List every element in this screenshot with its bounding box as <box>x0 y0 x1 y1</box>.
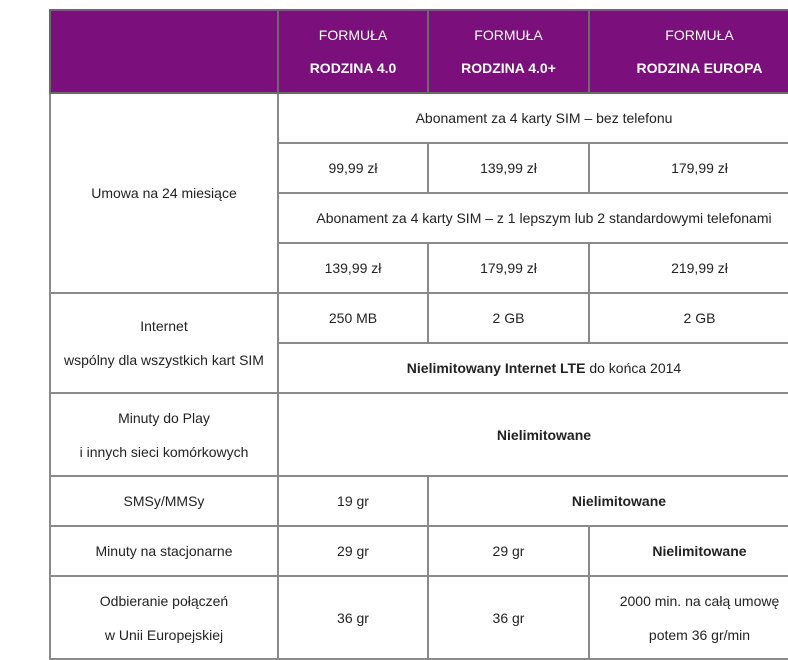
with-phone-title: Abonament za 4 karty SIM – z 1 lepszym lub 2 standardowymi telefonami <box>278 193 788 243</box>
minutes-play-label-line2: i innych sieci komórkowych <box>79 443 249 460</box>
landline-unlimited <box>589 526 788 576</box>
internet-label <box>50 293 278 393</box>
internet-value: 2 GB <box>428 293 589 343</box>
sms-unlimited <box>428 476 788 526</box>
eu-calls-label-line1: Odbieranie połączeń <box>99 592 229 609</box>
eu-calls-value-line2: potem 36 gr/min <box>648 626 751 643</box>
internet-label-line2: wspólny dla wszystkich kart SIM <box>64 352 264 368</box>
table-row <box>50 476 788 526</box>
lte-note-bold: Nielimitowany Internet LTE <box>406 360 586 376</box>
unlimited-text: Nielimitowane <box>496 426 592 443</box>
plan-name-line2: RODZINA EUROPA <box>636 60 763 76</box>
no-phone-title: Abonament za 4 karty SIM – bez telefonu <box>278 93 788 143</box>
sms-value: 19 gr <box>278 476 428 526</box>
landline-value: 29 gr <box>278 526 428 576</box>
no-phone-price: 139,99 zł <box>428 143 589 193</box>
internet-label-line1: Internet <box>140 318 188 334</box>
landline-label: Minuty na stacjonarne <box>50 526 278 576</box>
with-phone-price: 139,99 zł <box>278 243 428 293</box>
header-plan-rodzina-europa <box>589 10 788 93</box>
minutes-play-label-line1: Minuty do Play <box>118 409 210 426</box>
internet-value: 250 MB <box>278 293 428 343</box>
eu-calls-label <box>50 576 278 659</box>
unlimited-text: Nielimitowane <box>571 493 667 509</box>
eu-calls-label-line2: w Unii Europejskiej <box>104 626 224 643</box>
pricing-table <box>49 9 788 660</box>
header-empty-cell <box>50 10 278 93</box>
with-phone-price: 179,99 zł <box>428 243 589 293</box>
table-row <box>50 93 788 143</box>
plan-name-line1: FORMUŁA <box>318 27 388 43</box>
lte-note-rest: do końca 2014 <box>585 360 682 376</box>
minutes-play-value <box>278 393 788 476</box>
minutes-play-label <box>50 393 278 476</box>
table-header-row <box>50 10 788 93</box>
plan-name-line1: FORMUŁA <box>474 27 543 43</box>
internet-value: 2 GB <box>589 293 788 343</box>
eu-calls-value-europa <box>589 576 788 659</box>
plan-name-line2: RODZINA 4.0+ <box>461 60 556 76</box>
eu-calls-value: 36 gr <box>428 576 589 659</box>
header-plan-rodzina-4-0-plus <box>428 10 589 93</box>
sms-label: SMSy/MMSy <box>50 476 278 526</box>
no-phone-price: 179,99 zł <box>589 143 788 193</box>
table-row <box>50 293 788 343</box>
unlimited-text: Nielimitowane <box>652 543 747 559</box>
landline-value: 29 gr <box>428 526 589 576</box>
eu-calls-value: 36 gr <box>278 576 428 659</box>
plan-name-line2: RODZINA 4.0 <box>309 60 397 76</box>
no-phone-price: 99,99 zł <box>278 143 428 193</box>
header-plan-rodzina-4-0 <box>278 10 428 93</box>
table-row <box>50 393 788 476</box>
table-row <box>50 526 788 576</box>
table-row <box>50 576 788 659</box>
contract-label: Umowa na 24 miesiące <box>50 93 278 293</box>
eu-calls-value-line1: 2000 min. na całą umowę <box>619 592 780 609</box>
lte-note <box>278 343 788 393</box>
plan-name-line1: FORMUŁA <box>665 27 734 43</box>
with-phone-price: 219,99 zł <box>589 243 788 293</box>
